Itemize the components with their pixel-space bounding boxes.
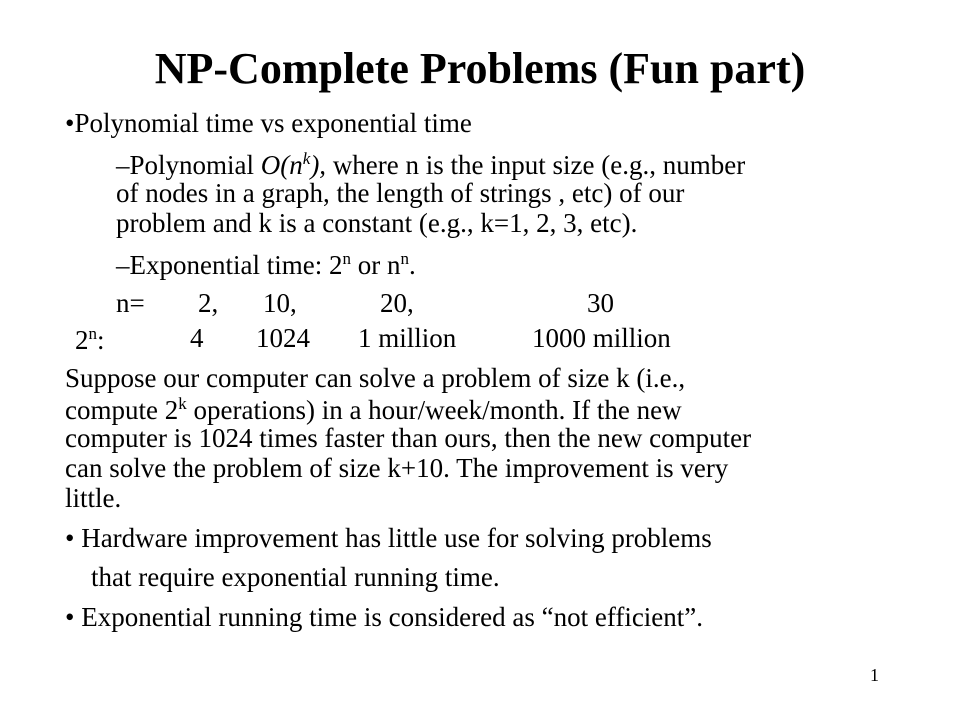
paragraph-line-2-prefix: compute 2 (65, 395, 179, 425)
pow-row-label (75, 325, 105, 354)
exponent-n-1: n (342, 249, 351, 268)
exponential-time-line (116, 250, 416, 279)
exponential-middle: or n (350, 250, 401, 280)
formula-exponent: k (302, 149, 311, 168)
pow-value: 4 (190, 323, 204, 353)
paragraph-line-5: little. (65, 483, 122, 513)
exponential-suffix: . (408, 250, 416, 280)
n-value: 10, (263, 288, 297, 318)
paragraph-line-2-suffix: operations) in a hour/week/month. If the new (186, 395, 682, 425)
paragraph-line-4: can solve the problem of size k+10. The improvement is very (65, 453, 729, 483)
polynomial-line-2: of nodes in a graph, the length of strings , etc) of our (116, 178, 685, 208)
slide-title: NP-Complete Problems (Fun part) (154, 44, 806, 93)
n-value: 20, (380, 288, 414, 318)
bullet-hardware-line-2: that require exponential running time. (91, 562, 500, 592)
pow-value: 1024 (256, 323, 310, 353)
polynomial-line-3: problem and k is a constant (e.g., k=1, 2, 3, etc). (116, 208, 638, 238)
bullet-hardware-line-1: • Hardware improvement has little use for solving problems (65, 523, 712, 553)
exponential-prefix: –Exponential time: 2 (116, 250, 343, 280)
pow-value: 1000 million (532, 323, 671, 353)
formula-close: ), (310, 150, 327, 180)
polynomial-prefix: –Polynomial (116, 150, 261, 180)
exponent-n-2: n (400, 249, 409, 268)
polynomial-rest: where n is the input size (e.g., number (326, 150, 746, 180)
paragraph-line-2 (65, 395, 682, 424)
formula-base: O(n (260, 150, 303, 180)
pow-label-exponent: n (88, 324, 97, 343)
bullet-not-efficient: • Exponential running time is considered as “not efficient”. (65, 602, 704, 632)
pow-label-base: 2 (75, 325, 89, 355)
bullet-polynomial-vs-exponential: •Polynomial time vs exponential time (65, 108, 472, 138)
paragraph-line-3: computer is 1024 times faster than ours, then the new computer (65, 423, 752, 453)
n-row-label: n= (116, 288, 145, 318)
page-number: 1 (870, 665, 879, 685)
n-value: 30 (587, 288, 614, 318)
polynomial-formula (261, 150, 326, 180)
pow-value: 1 million (358, 323, 457, 353)
polynomial-line-1 (116, 150, 745, 179)
n-value: 2, (198, 288, 219, 318)
paragraph-line-1: Suppose our computer can solve a problem of size k (i.e., (65, 363, 686, 393)
pow-label-colon: : (97, 325, 105, 355)
paragraph-exponent-k: k (178, 394, 187, 413)
